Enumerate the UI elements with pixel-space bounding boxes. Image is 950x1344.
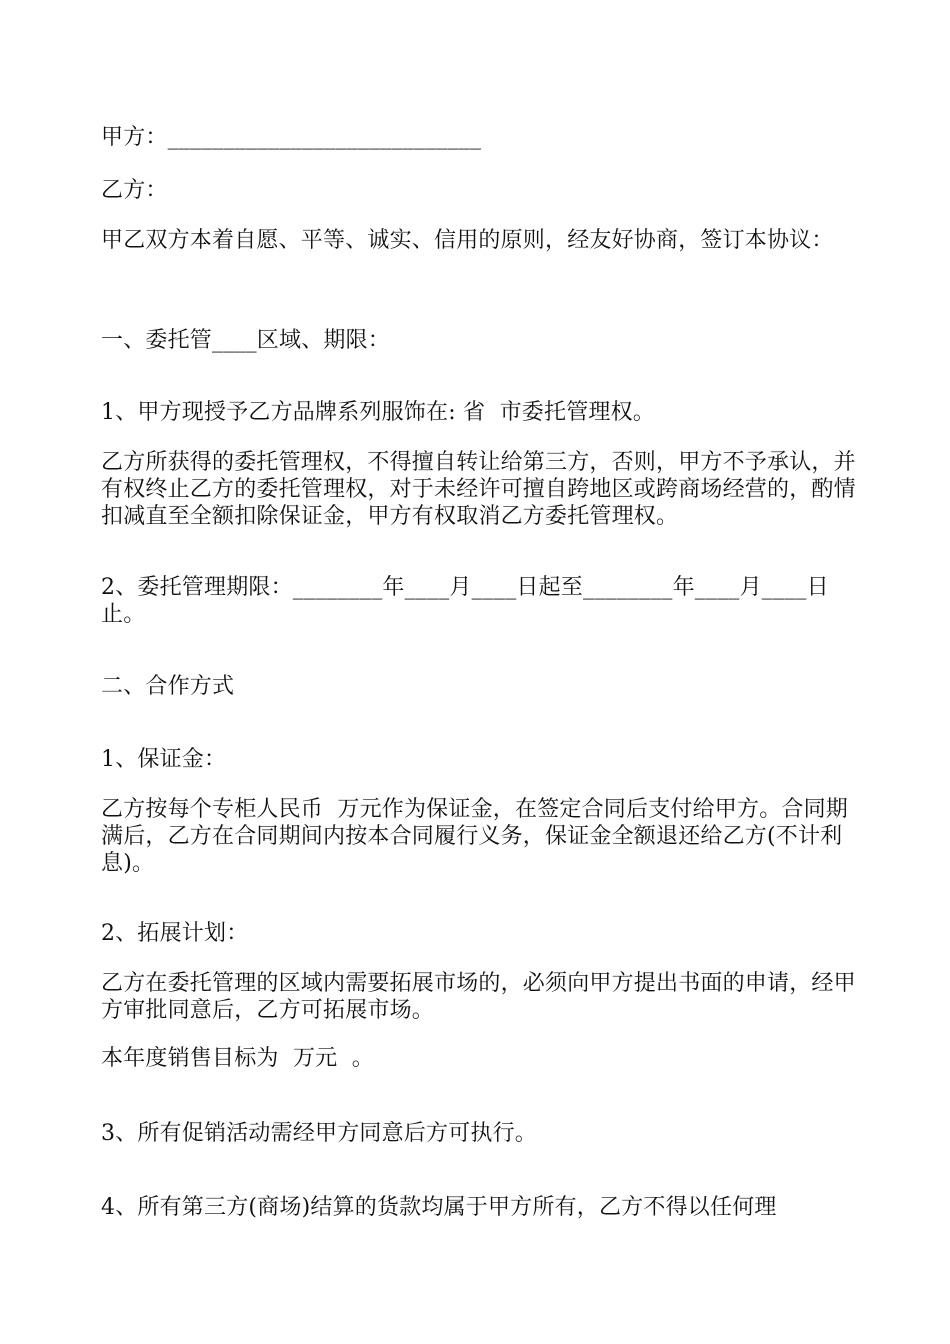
- clause-2-2: 2、拓展计划：: [101, 921, 249, 946]
- party-a-line: 甲方：____________________________: [101, 125, 482, 150]
- intro-paragraph: 甲乙双方本着自愿、平等、诚实、信用的原则，经友好协商，签订本协议：: [101, 228, 834, 253]
- clause-2-1: 1、保证金：: [101, 747, 227, 772]
- clause-2-3: 3、所有促销活动需经甲方同意后方可执行。: [101, 1121, 537, 1146]
- clause-1-2: 2、委托管理期限：________年____月____日起至________年____月____日止。: [101, 575, 829, 627]
- section-2-heading: 二、合作方式: [101, 674, 235, 699]
- clause-2-1-detail: 乙方按每个专柜人民币 万元作为保证金，在签定合同后支付给甲方。合同期满后，乙方在合同期间内按本合同履行义务，保证金全额退还给乙方(不计利息)。: [101, 797, 848, 876]
- sales-target-line: 本年度销售目标为 万元 。: [101, 1046, 374, 1071]
- party-b-line: 乙方：: [101, 178, 168, 203]
- clause-1-1-detail: 乙方所获得的委托管理权，不得擅自转让给第三方，否则，甲方不予承认，并有权终止乙方的委托管理权，对于未经许可擅自跨地区或跨商场经营的，酌情扣减直至全额扣除保证金，甲方有权取消乙方委托管理权。: [101, 450, 856, 529]
- clause-2-2-detail: 乙方在委托管理的区域内需要拓展市场的，必须向甲方提出书面的申请，经甲方审批同意后，乙方可拓展市场。: [101, 971, 856, 1023]
- clause-2-4: 4、所有第三方(商场)结算的货款均属于甲方所有，乙方不得以任何理: [101, 1195, 777, 1220]
- clause-1-1: 1、甲方现授予乙方品牌系列服饰在: 省 市委托管理权。: [101, 400, 655, 425]
- section-1-heading: 一、委托管____区域、期限：: [101, 328, 391, 353]
